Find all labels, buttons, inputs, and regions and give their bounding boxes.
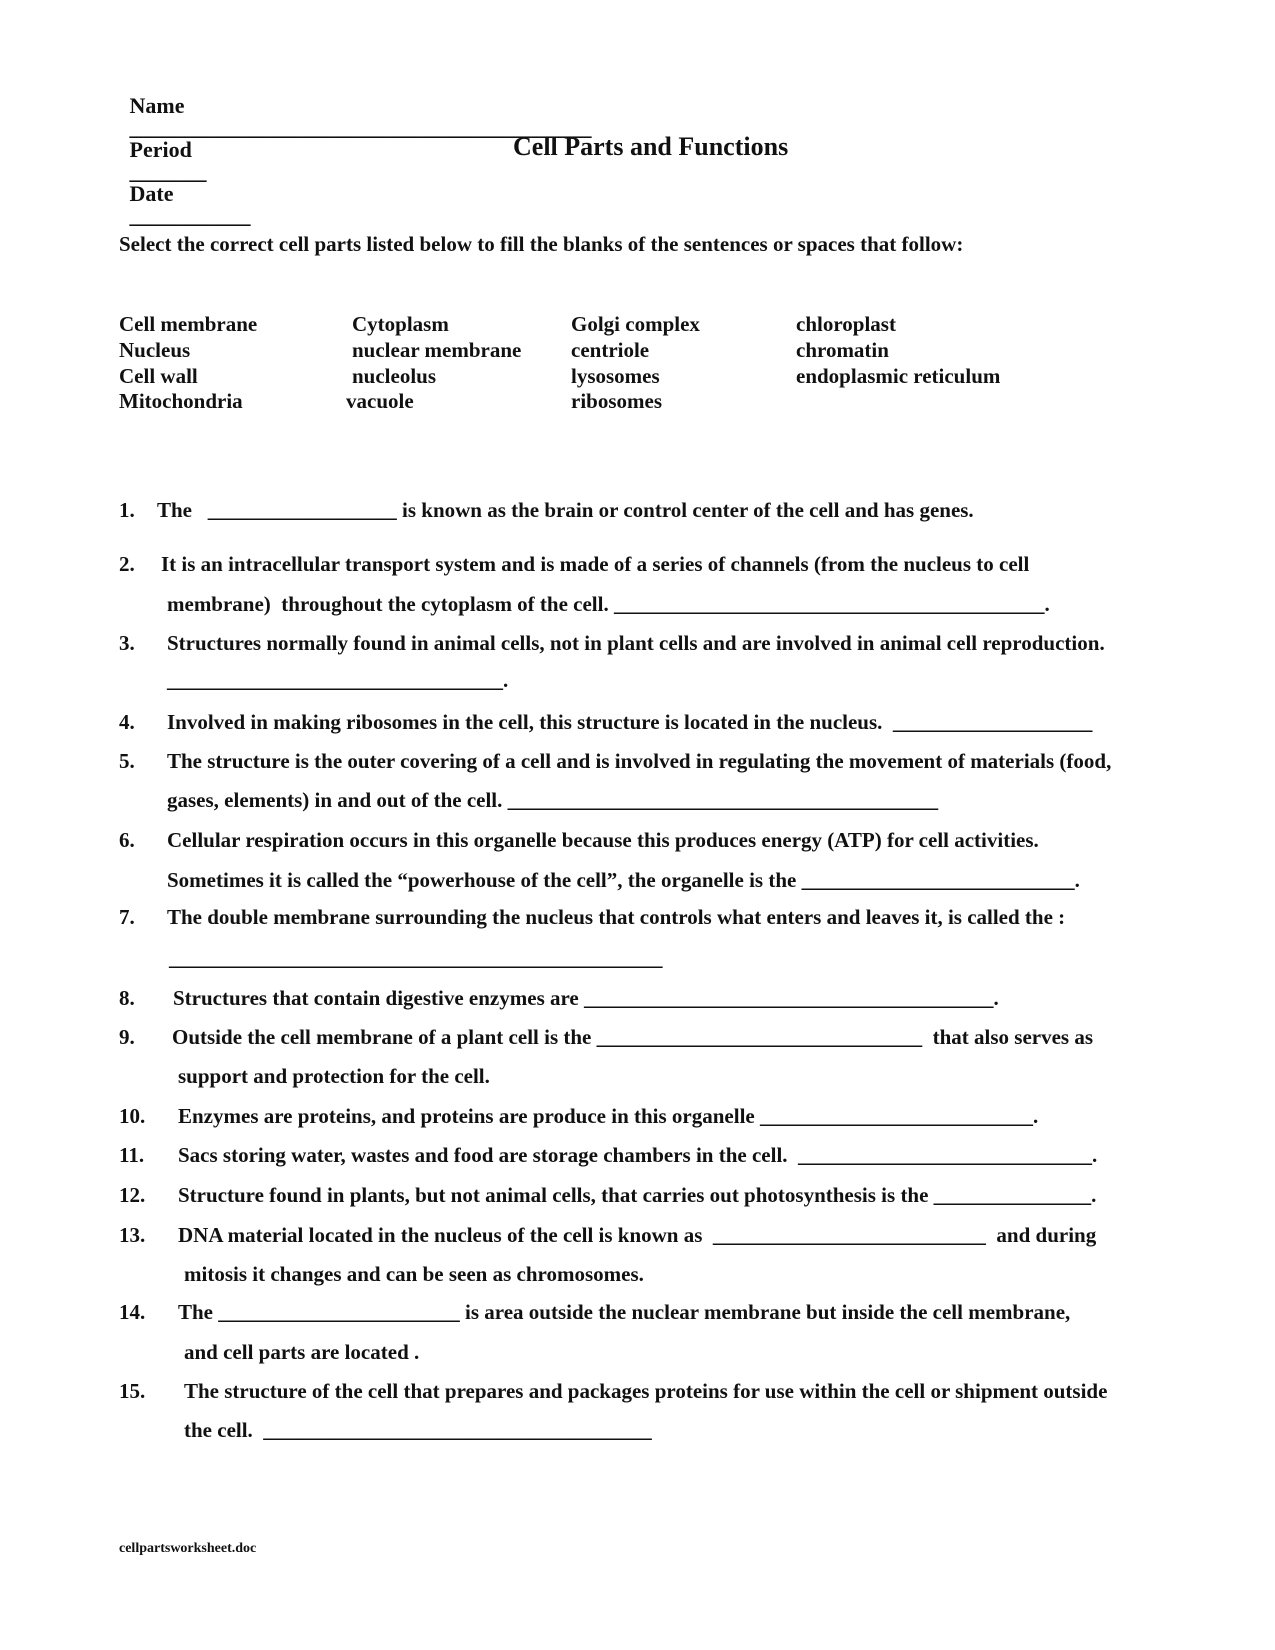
- word-bank-item: Mitochondria: [119, 389, 243, 413]
- question-text: Structure found in plants, but not animal cells, that carries out photosynthesis is the _______________.: [178, 1183, 1097, 1207]
- question-text: The structure of the cell that prepares and packages proteins for use within the cell or shipment outside: [184, 1379, 1108, 1403]
- question-text: Structures that contain digestive enzymes are _______________________________________.: [173, 986, 999, 1010]
- question-text: The structure is the outer covering of a cell and is involved in regulating the movement of materials (food,: [167, 749, 1112, 773]
- question-text: the cell. _____________________________________: [184, 1418, 652, 1442]
- name-label: Name: [129, 93, 185, 118]
- date-field[interactable]: ___________: [129, 203, 251, 228]
- word-bank-item: endoplasmic reticulum: [796, 364, 1001, 388]
- question-number: 2.: [119, 552, 135, 576]
- question-number: 7.: [119, 905, 135, 929]
- question-number: 13.: [119, 1223, 146, 1247]
- word-bank-item: ribosomes: [571, 389, 662, 413]
- question-text: membrane) throughout the cytoplasm of the cell. _________________________________________.: [167, 592, 1050, 616]
- word-bank-item: vacuole: [346, 389, 414, 413]
- word-bank-item: chromatin: [796, 338, 889, 362]
- word-bank-item: lysosomes: [571, 364, 660, 388]
- word-bank-item: Cytoplasm: [352, 312, 449, 336]
- word-bank-item: Cell wall: [119, 364, 198, 388]
- question-number: 15.: [119, 1379, 146, 1403]
- question-text: The double membrane surrounding the nucleus that controls what enters and leaves it, is called the :: [167, 905, 1066, 929]
- question-number: 12.: [119, 1183, 146, 1207]
- question-text: DNA material located in the nucleus of the cell is known as __________________________ and during: [178, 1223, 1097, 1247]
- question-text: Outside the cell membrane of a plant cell is the _______________________________ that also serves as: [172, 1025, 1094, 1049]
- footer-filename: cellpartsworksheet.doc: [119, 1541, 257, 1556]
- question-text: and cell parts are located .: [184, 1340, 420, 1364]
- word-bank-item: nuclear membrane: [352, 338, 522, 362]
- page-title: Cell Parts and Functions: [513, 132, 789, 161]
- question-text: The _______________________ is area outside the nuclear membrane but inside the cell membrane,: [178, 1300, 1071, 1324]
- question-number: 14.: [119, 1300, 146, 1324]
- question-text: mitosis it changes and can be seen as chromosomes.: [184, 1262, 644, 1286]
- question-number: 4.: [119, 710, 135, 734]
- question-text: Structures normally found in animal cells, not in plant cells and are involved in animal cell reproduction.: [167, 631, 1105, 655]
- instructions: Select the correct cell parts listed below to fill the blanks of the sentences or spaces that follow:: [119, 232, 964, 256]
- question-number: 1.: [119, 498, 135, 522]
- question-text: The __________________ is known as the brain or control center of the cell and has genes.: [157, 498, 974, 522]
- period-field[interactable]: _______: [129, 159, 207, 184]
- question-text: ________________________________.: [167, 668, 509, 692]
- question-number: 9.: [119, 1025, 135, 1049]
- question-text: gases, elements) in and out of the cell. _________________________________________: [167, 788, 939, 812]
- name-field[interactable]: __________________________________________: [129, 115, 592, 140]
- question-text: Cellular respiration occurs in this organelle because this produces energy (ATP) for cell activities.: [167, 828, 1039, 852]
- word-bank-item: Golgi complex: [571, 312, 700, 336]
- word-bank-item: Cell membrane: [119, 312, 258, 336]
- word-bank-item: chloroplast: [796, 312, 896, 336]
- period-label: Period: [129, 137, 192, 162]
- question-number: 11.: [119, 1143, 145, 1167]
- question-text: support and protection for the cell.: [178, 1064, 490, 1088]
- question-number: 8.: [119, 986, 135, 1010]
- question-text: _______________________________________________: [169, 946, 663, 970]
- word-bank-item: nucleolus: [352, 364, 437, 388]
- question-number: 5.: [119, 749, 135, 773]
- question-text: Sacs storing water, wastes and food are storage chambers in the cell. ____________________________.: [178, 1143, 1098, 1167]
- date-label: Date: [129, 181, 174, 206]
- question-number: 3.: [119, 631, 135, 655]
- word-bank-item: Nucleus: [119, 338, 191, 362]
- question-text: Sometimes it is called the “powerhouse of the cell”, the organelle is the __________________________.: [167, 868, 1080, 892]
- word-bank-item: centriole: [571, 338, 650, 362]
- question-text: Enzymes are proteins, and proteins are produce in this organelle __________________________.: [178, 1104, 1039, 1128]
- question-number: 10.: [119, 1104, 146, 1128]
- question-text: Involved in making ribosomes in the cell, this structure is located in the nucleus. ___________________: [167, 710, 1093, 734]
- question-text: It is an intracellular transport system and is made of a series of channels (from the nucleus to cell: [161, 552, 1030, 576]
- question-number: 6.: [119, 828, 135, 852]
